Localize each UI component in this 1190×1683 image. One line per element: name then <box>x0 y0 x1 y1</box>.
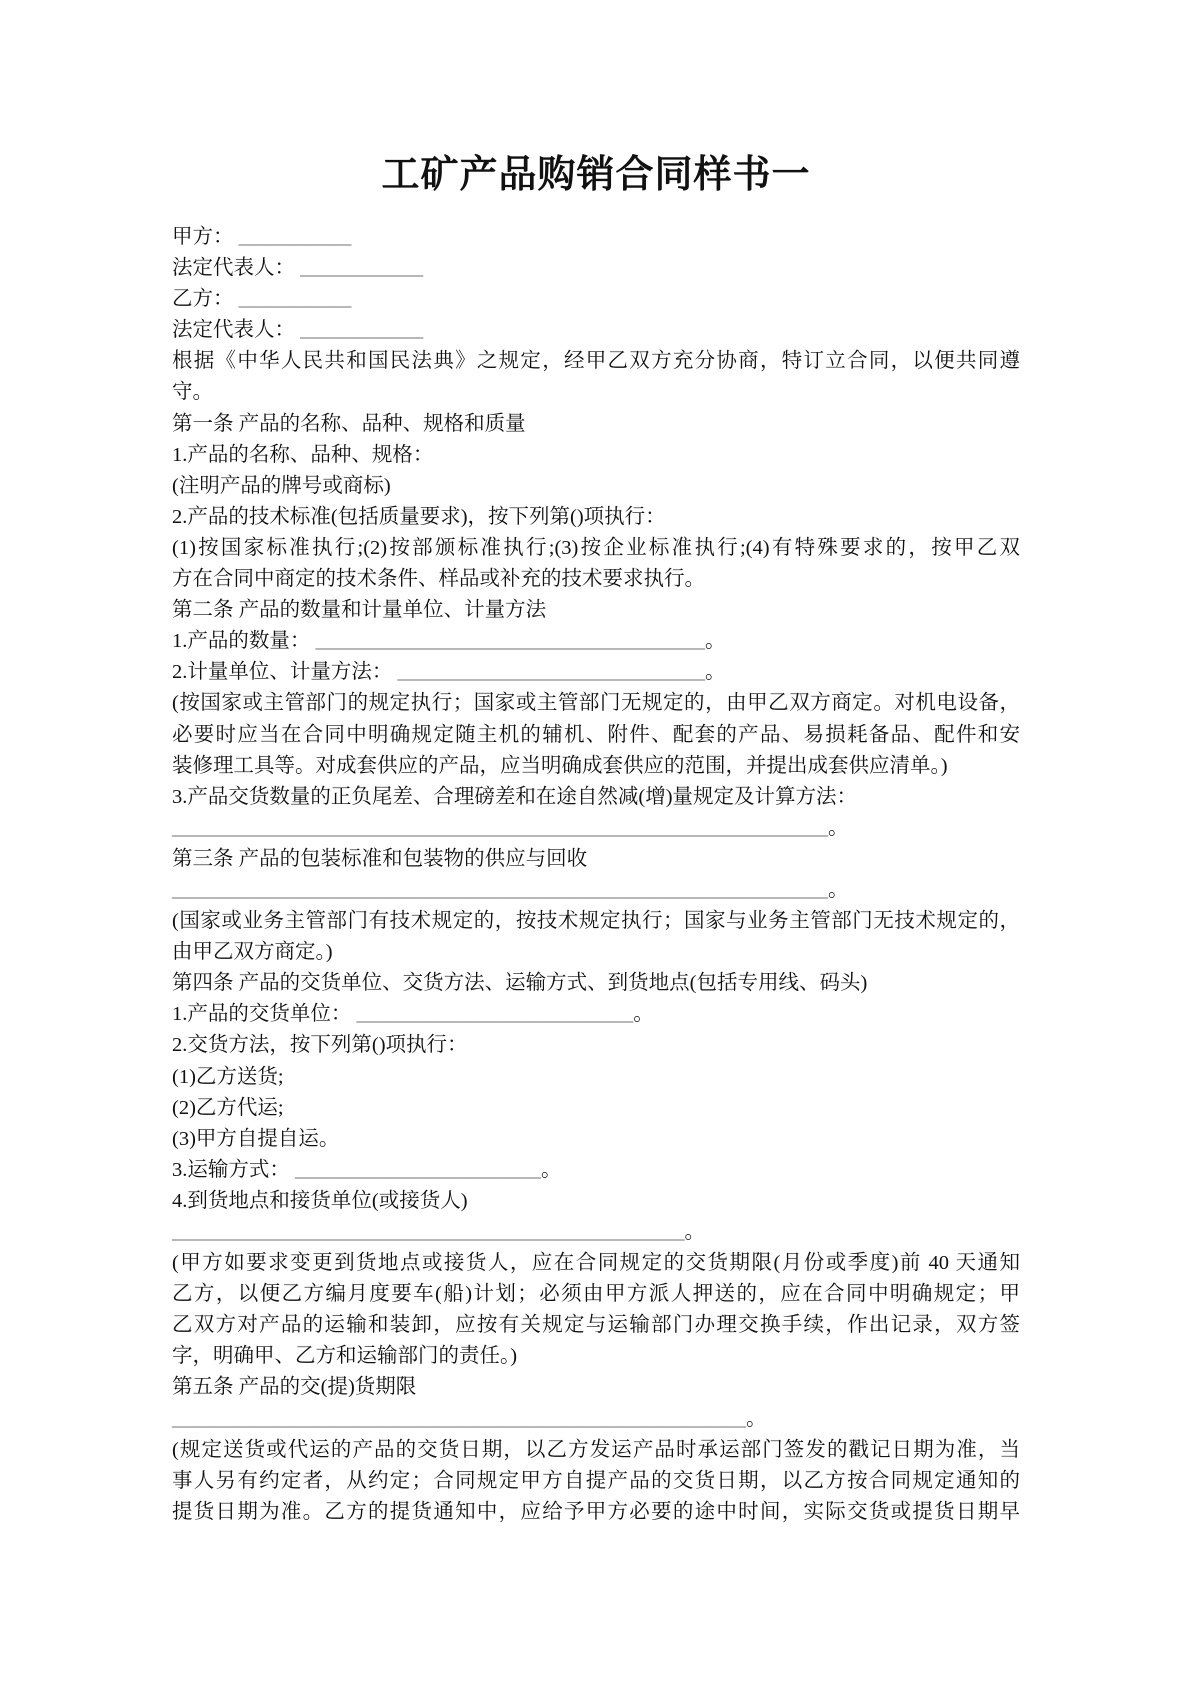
fill-in-blank: __________________________________________________ <box>172 1221 685 1243</box>
clause-5-blank-line: ________________________________________________________。 <box>172 1407 767 1430</box>
clause-2-item-2: 2.计量单位、计量方法： ______________________________。 <box>172 661 726 684</box>
clause-4-item-2-option-2: (2)乙方代运; <box>172 1096 284 1119</box>
clause-3-note-line-1: (国家或业务主管部门有技术规定的，按技术规定执行；国家与业务主管部门无技术规定的， <box>172 910 1020 933</box>
fill-in-blank: ___________ <box>238 226 352 248</box>
clause-4-item-2: 2.交货方法，按下列第()项执行： <box>172 1034 468 1057</box>
clause-2-item-1: 1.产品的数量： ______________________________________。 <box>172 630 726 653</box>
clause-5-note-line-3: 提货日期为准。乙方的提货通知中，应给予甲方必要的途中时间，实际交货或提货日期早 <box>172 1500 1020 1523</box>
clause-3-note-line-2: 由甲乙双方商定。) <box>172 941 333 964</box>
clause-1-item-1: 1.产品的名称、品种、规格： <box>172 443 434 466</box>
clause-2-item-3: 3.产品交货数量的正负尾差、合理磅差和在途自然减(增)量规定及计算方法： <box>172 785 858 808</box>
clause-4-item-1: 1.产品的交货单位： ___________________________。 <box>172 1003 654 1026</box>
clause-5-note-line-1: (规定送货或代运的产品的交货日期，以乙方发运产品时承运部门签发的戳记日期为准，当 <box>172 1438 1020 1461</box>
clause-4-note-line-2: 乙方，以便乙方编月度要车(船)计划；必须由甲方派人押送的，应在合同中明确规定；甲 <box>172 1283 1020 1306</box>
party-a-line: 甲方： ___________ <box>172 226 352 248</box>
clause-3-blank-line: ________________________________________________________________。 <box>172 878 849 901</box>
clause-2-item-3-blank-line: ________________________________________________________________。 <box>172 816 849 839</box>
clause-1-item-2: 2.产品的技术标准(包括质量要求)，按下列第()项执行： <box>172 505 666 528</box>
fill-in-blank: ________________________________________________________________ <box>172 878 828 901</box>
party-a-representative-line: 法定代表人： ____________ <box>172 257 424 280</box>
fill-in-blank: ______________________________________ <box>315 630 705 653</box>
clause-1-heading: 第一条 产品的名称、品种、规格和质量 <box>172 412 526 435</box>
fill-in-blank: ___________ <box>238 288 352 311</box>
clause-4-note-line-1: (甲方如要求变更到货地点或接货人，应在合同规定的交货期限(月份或季度)前 40 天通知 <box>172 1252 1020 1275</box>
fill-in-blank: ______________________________ <box>397 661 705 684</box>
fill-in-blank: ________________________________________________________________ <box>172 816 828 839</box>
document-title: 工矿产品购销合同样书一 <box>381 154 811 196</box>
fill-in-blank: ___________________________ <box>356 1003 634 1026</box>
fill-in-blank: ____________ <box>300 257 424 280</box>
clause-4-note-line-3: 乙双方对产品的运输和装卸，应按有关规定与运输部门办理交换手续，作出记录，双方签 <box>172 1314 1020 1337</box>
party-b-line: 乙方： ___________ <box>172 288 352 311</box>
preamble-line-1: 根据《中华人民共和国民法典》之规定，经甲乙双方充分协商，特订立合同，以便共同遵 <box>172 350 1020 373</box>
clause-5-note-line-2: 事人另有约定者，从约定；合同规定甲方自提产品的交货日期，以乙方按合同规定通知的 <box>172 1469 1020 1492</box>
preamble-line-2: 守。 <box>172 381 213 404</box>
clause-4-item-2-option-1: (1)乙方送货; <box>172 1065 284 1088</box>
clause-4-item-2-option-3: (3)甲方自提自运。 <box>172 1127 340 1150</box>
party-b-representative-line: 法定代表人： ____________ <box>172 319 424 342</box>
clause-1-item-2-options-line-1: (1)按国家标准执行;(2)按部颁标准执行;(3)按企业标准执行;(4)有特殊要求的，按甲乙双 <box>172 536 1020 559</box>
fill-in-blank: ____________ <box>300 319 424 342</box>
clause-4-note-line-4: 字，明确甲、乙方和运输部门的责任。) <box>172 1345 518 1368</box>
document-content <box>172 150 1020 1528</box>
clause-4-item-4: 4.到货地点和接货单位(或接货人) <box>172 1189 468 1212</box>
clause-4-item-4-blank-line: __________________________________________________。 <box>172 1221 705 1243</box>
fill-in-blank: ________________________________________________________ <box>172 1407 746 1430</box>
clause-2-note-line-2: 必要时应当在合同中明确规定随主机的辅机、附件、配套的产品、易损耗备品、配件和安 <box>172 723 1020 746</box>
clause-4-item-3: 3.运输方式： ________________________。 <box>172 1158 562 1181</box>
clause-2-note-line-1: (按国家或主管部门的规定执行；国家或主管部门无规定的，由甲乙双方商定。对机电设备， <box>172 692 1020 715</box>
clause-2-heading: 第二条 产品的数量和计量单位、计量方法 <box>172 599 547 622</box>
clause-2-note-line-3: 装修理工具等。对成套供应的产品，应当明确成套供应的范围，并提出成套供应清单。) <box>172 754 948 777</box>
clause-5-heading: 第五条 产品的交(提)货期限 <box>172 1376 417 1399</box>
fill-in-blank: ________________________ <box>295 1158 541 1181</box>
clause-1-note: (注明产品的牌号或商标) <box>172 474 391 497</box>
clause-1-item-2-options-line-2: 方在合同中商定的技术条件、样品或补充的技术要求执行。 <box>172 568 705 591</box>
clause-4-heading: 第四条 产品的交货单位、交货方法、运输方式、到货地点(包括专用线、码头) <box>172 972 868 995</box>
clause-3-heading: 第三条 产品的包装标准和包装物的供应与回收 <box>172 847 588 870</box>
